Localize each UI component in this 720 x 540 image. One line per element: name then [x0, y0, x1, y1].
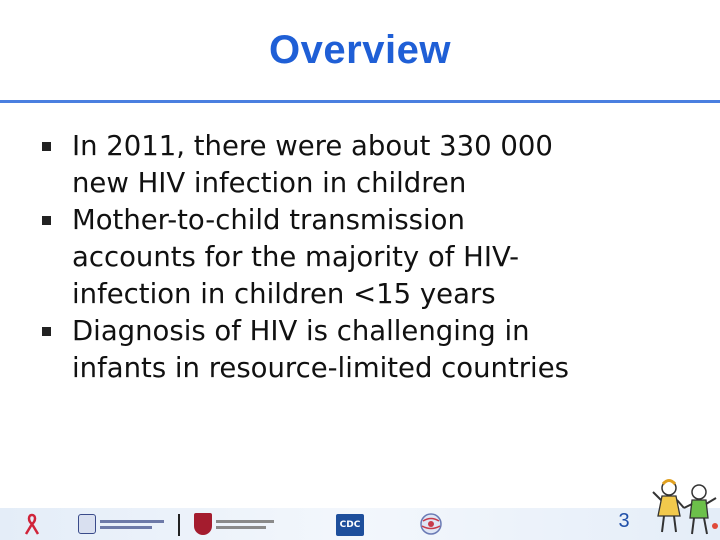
globe-logo	[414, 512, 448, 536]
bullet-list	[40, 128, 700, 387]
children-illustration-icon	[652, 478, 718, 538]
bullet-line: Mother-to-child transmission	[72, 204, 465, 236]
bidmc-logo	[78, 512, 173, 536]
bullet-line: Diagnosis of HIV is challenging in	[72, 315, 530, 347]
harvard-shield-icon	[194, 513, 212, 535]
bullet-line: accounts for the majority of HIV-	[72, 241, 520, 273]
bidmc-seal-icon	[78, 514, 96, 534]
square-bullet-icon	[42, 216, 51, 225]
bullet-item	[40, 202, 700, 313]
bullet-item	[40, 313, 700, 387]
title-divider	[0, 100, 720, 103]
bullet-line: infants in resource-limited countries	[72, 352, 569, 384]
cdc-logo: CDC	[336, 514, 364, 536]
bullet-line: infection in children <15 years	[72, 278, 496, 310]
square-bullet-icon	[42, 327, 51, 336]
harvard-logo	[194, 512, 290, 536]
footer-divider	[178, 514, 180, 536]
bullet-line: new HIV infection in children	[72, 167, 467, 199]
ribbon-logo	[20, 512, 44, 536]
page-number: 3	[618, 510, 630, 532]
slide-title: Overview	[269, 28, 451, 72]
square-bullet-icon	[42, 142, 51, 151]
bullet-line: In 2011, there were about 330 000	[72, 130, 553, 162]
bullet-item	[40, 128, 700, 202]
